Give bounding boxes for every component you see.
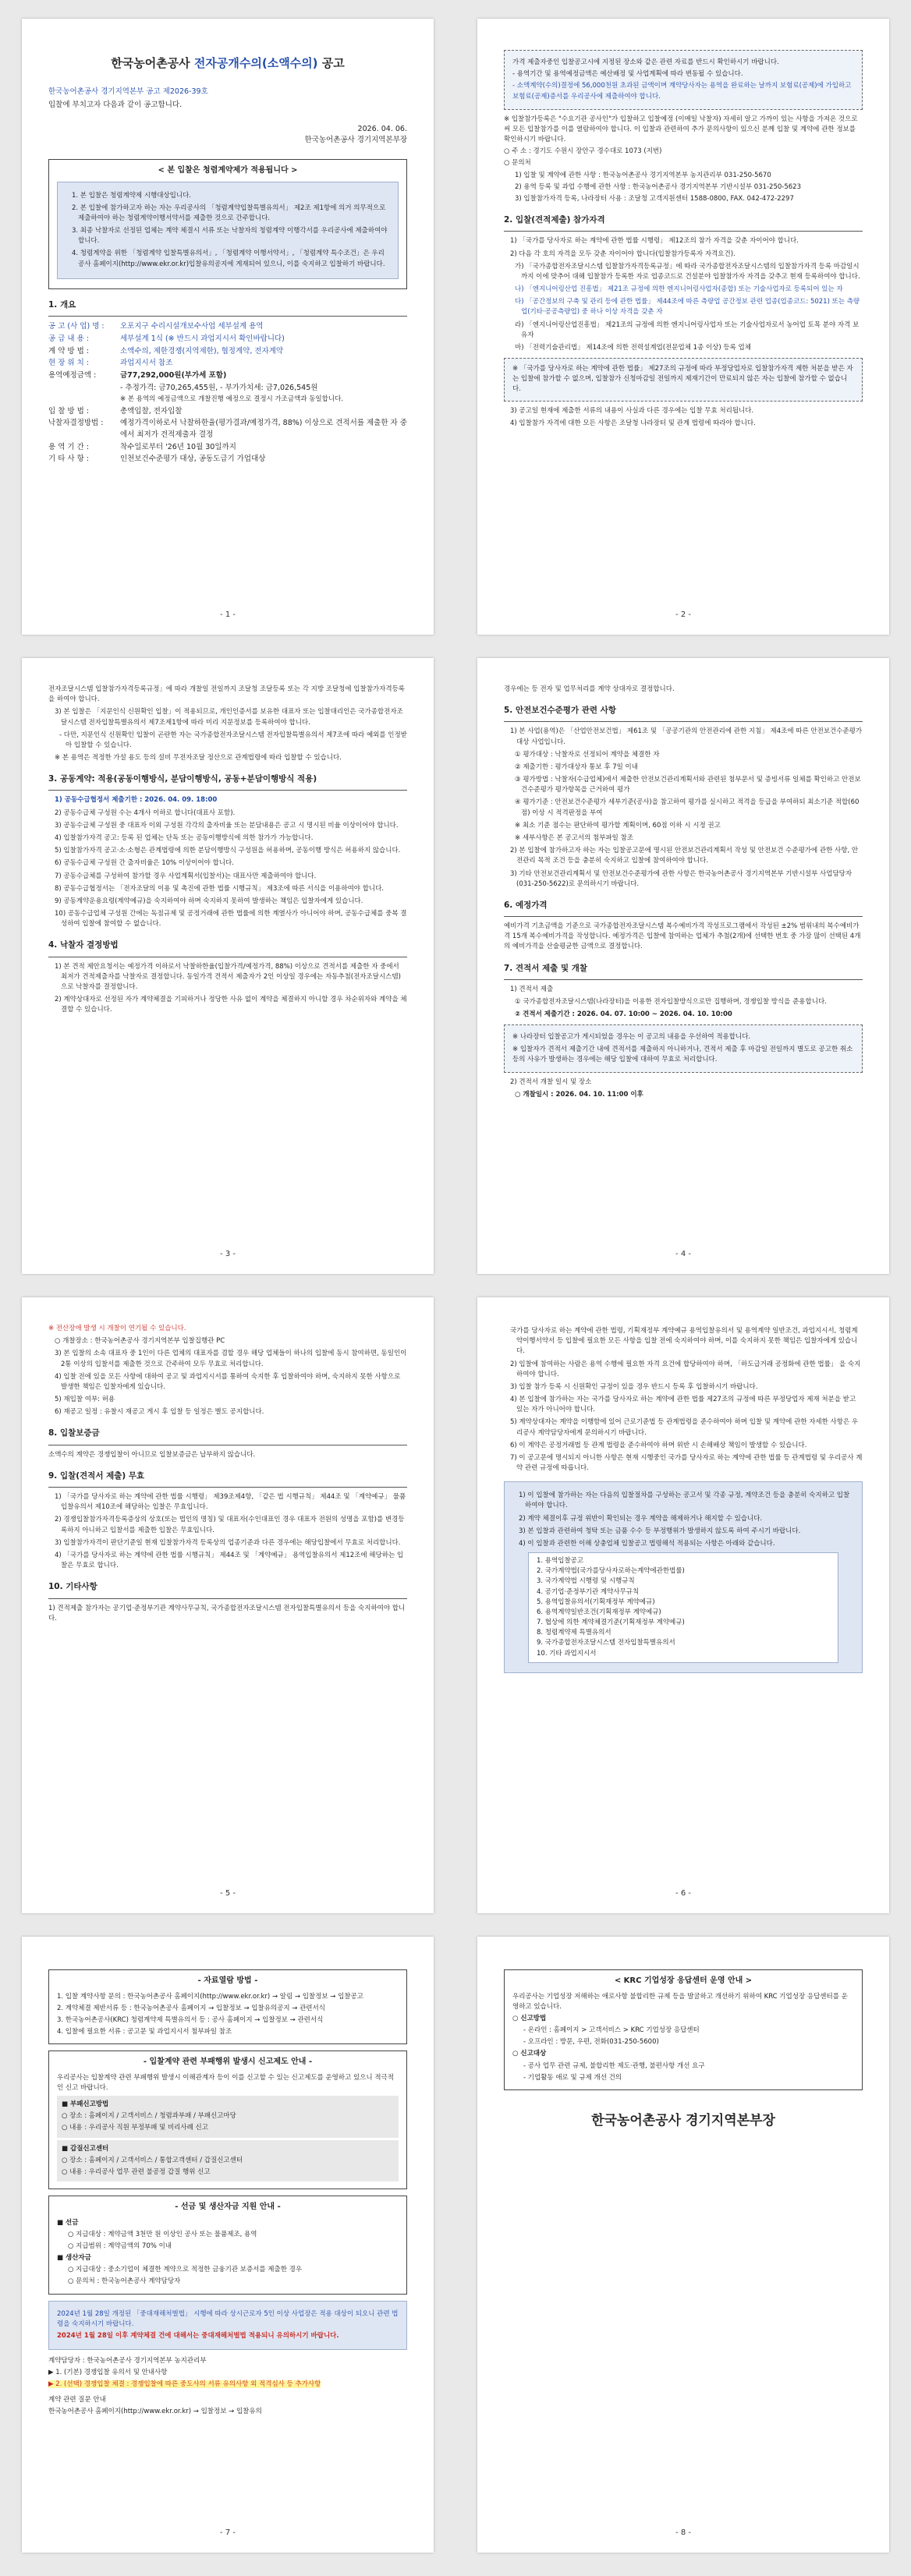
safety-item: 2) 본 입찰에 참가하고자 하는 자는 입찰공고문에 명시된 안전보건관리계획서 작성 및 안전보건 수준평가에 관한 사항, 안전관리 목적 조건 등을 충분히 숙지하고 입찰에 참여하여야 합니다. [510, 847, 859, 865]
contact-line: ○ 문의처 [504, 159, 531, 168]
law-item: 3. 국가계약법 시행령 및 시행규칙 [537, 1577, 635, 1586]
advance-line: ■ 선금 [57, 2218, 79, 2227]
safety-item: ④ 평가기준 : 안전보건수준평가 세부기준(공사)을 참고하여 평가를 실시하고 적격을 등급을 부여하되 최소기준 적합(60점) 이상 시 적격판정을 부여 [515, 798, 860, 817]
overview-value: 예정가격이하로서 낙찰하한율(평가결과/예정가격, 88%) 이상으로 견적서를 제출한 자 중에서 최저가 견적제출자 결정 [120, 419, 407, 440]
krc-center-box [504, 1969, 863, 2090]
krc-line: 우리공사는 기업성장 저해하는 애로사항 불합리한 규제 등을 발굴하고 개선하기 위하여 KRC 기업성장 응답센터를 운영하고 있습니다. [512, 1992, 848, 2011]
section-heading: 7. 견적서 제출 및 개찰 [504, 963, 588, 973]
title-type: 전자공개수의(소액수의) [193, 56, 318, 70]
safety-item: ※ 세부사항은 본 공고서의 첨부파일 참조 [515, 833, 634, 842]
integrity-item: 1. 본 입찰은 청렴계약제 시행대상입니다. [72, 191, 191, 200]
notice-date: 2026. 04. 06. [357, 124, 407, 133]
law-item: 2. 국가계약법(국가를당사자로하는계약에관한법률) [537, 1567, 685, 1576]
warning-text: ※ 전산장애 발생 시 개찰이 연기될 수 있습니다. [48, 1325, 186, 1332]
overview-value: - 추정가격: 금70,265,455원, - 부가가치세: 금7,026,545원 [120, 383, 318, 392]
info-box [48, 1969, 407, 2044]
overview-value: 세부설계 1식 (※ 반드시 과업지시서 확인바랍니다) [120, 334, 285, 343]
safety-item: 1) 본 사업(용역)은 「산업안전보건법」 제61조 및 「공공기관의 안전관리에 관한 지침」 제4조에 따른 안전보건수준평가 대상 사업입니다. [510, 727, 863, 746]
safety-item: 3) 기타 안전보건관리계획서 및 안전보건수준평가에 관한 사항은 한국농어촌공사 경기지역본부 기반시설부 사업담당자(031-250-5622)로 문의하시기 바랍니다. [510, 869, 853, 888]
advance-box-title: - 선금 및 생산자금 지원 안내 - [175, 2203, 281, 2212]
law-item: 1. 용역입찰공고 [537, 1557, 584, 1566]
submission-note: ※ 나라장터 입찰공고가 게시되었을 경우는 이 공고의 내용을 우선하여 적용합니다. [512, 1033, 751, 1042]
page-8 [477, 1937, 889, 2553]
law-notice-box [48, 2301, 407, 2351]
paragraph-item: 3) 본 입찰은 「지문인식 신원확인 입찰」이 적용되므로, 개인인증서를 보유한 대표자 또는 입찰대리인은 국가종합전자조달시스템 전자입찰특별유의서 제7조제1항에 따라 미리 지문정보를 등록하여야 합니다. [55, 708, 403, 727]
advance-line: ○ 지급대상 : 중소기업이 체결한 계약으로 적정한 금융기관 보증서를 제출한 경우 [68, 2266, 303, 2274]
paragraph-item: 3) 본 입찰의 소속 대표자 중 1인이 다른 업체의 대표자를 겸할 경우 해당 업체들이 하나의 입찰에 동시 참여하면, 동일인이 2통 이상의 입찰서를 제출한 것으로 간주하여 모두 무효로 처리합니다. [55, 1350, 407, 1368]
law-notice: 2024년 1월 28일 개정된 「중대재해처벌법」 시행에 따라 상시근로자 5인 이상 사업장은 적용 대상이 되오니 관련 법령을 숙지하시기 바랍니다. [57, 2309, 399, 2328]
integrity-item: 2. 본 입찰에 참가하고자 하는 자는 우리공사의 「청렴계약입찰특별유의서」 제2조 제1항에 의거 의무적으로 제출하여야 하는 청렴계약이행서약서를 제출한 것으로 간주합니다. [72, 203, 386, 222]
joint-item: 10) 공동수급업체 구성원 간에는 독점규제 및 공정거래에 관한 법률에 의한 계열사가 아니어야 하며, 공동수급체를 중복 결성하여 입찰에 참여할 수 없습니다. [55, 910, 407, 929]
notice-box-line: - 소액계약(수의)결정에 56,000천원 초과된 금액이며 계약당사자는 용역을 완료하는 날까지 보험료(공제)에 가입하고 보험료(공제)증서를 우리공사에 제출하여야 합니다. [512, 82, 852, 101]
qualification-item: 가) 「국가종합전자조달시스템 입찰참가자격등록규정」에 따라 국가종합전자조달시스템의 입찰참가자격 등록 마감일시까지 이에 맞추어 대해 입찰참가 등록한 자로 업종코드로 건설분야 입찰참가자 자격을 갖추고 현재 등록하여야 합니다. [515, 262, 860, 281]
corruption-line: ○ 장소 : 홈페이지 / 고객서비스 / 청렴과부패 / 부패신고마당 [62, 2112, 236, 2121]
contact-line: 3) 입찰참가자격 등록, 나라장터 사용 : 조달청 고객지원센터 1588-0800, FAX. 042-472-2297 [515, 194, 794, 203]
joint-item: 7) 공동수급체를 구성하여 참가할 경우 사업계획서(입찰서)는 대표사만 제출하여야 합니다. [55, 872, 317, 880]
section-heading: 1. 개요 [48, 299, 76, 310]
paragraph-item: ○ 개찰장소 : 한국농어촌공사 경기지역본부 입찰집행관 PC [55, 1337, 225, 1346]
overview-value: 오포지구 수리시설개보수사업 세부설계 용역 [120, 322, 264, 331]
law-list [528, 1552, 838, 1663]
invalid-item: 4) 「국가를 당사자로 하는 계약에 관한 법률 시행규칙」 제44조 및 「계약예규」 용역입찰유의서 제12조에 해당하는 입찰은 무효로 합니다. [55, 1551, 404, 1570]
overview-key: 계 약 방 법 : [48, 346, 89, 356]
joint-item: 8) 공동수급협정서는 「전자조달의 이용 및 촉진에 관한 법률 시행규칙」 제3조에 따른 서식을 이용하여야 합니다. [55, 884, 385, 893]
section-heading: 6. 예정가격 [504, 900, 548, 910]
corruption-line: ○ 내용 : 우리공사 업무 관련 불공정 갑질 행위 신고 [62, 2167, 211, 2176]
overview-row [48, 442, 407, 454]
tail-line: ▶ 1. (기본) 경쟁입찰 유의서 및 안내사항 [48, 2369, 168, 2377]
section-heading: 2. 입찰(견적제출) 참가자격 [504, 215, 605, 225]
opening-date: ○ 개찰일시 : 2026. 04. 10. 11:00 이후 [515, 1091, 643, 1099]
page-6 [477, 1297, 889, 1913]
regulation-item: 3) 본 입찰과 관련하여 청탁 또는 금품 수수 등 부정행위가 발생하지 않도록 하여 주시기 바랍니다. [519, 1527, 801, 1535]
paragraph-item: 5) 재입찰 여부: 허용 [55, 1396, 115, 1404]
misc-item: 국가를 당사자로 하는 계약에 관한 법령, 기획재정부 계약예규 용역입찰유의서 및 용역계약 일반조건, 과업지시서, 청렴계약이행서약서 등 입찰에 필요한 모든 사항을 입찰 전에 숙지하여야 하며, 이를 숙지하지 못한 책임은 입찰자에게 있습니다. [510, 1327, 858, 1356]
page-number: - 1 - [220, 610, 236, 619]
page-1 [22, 19, 434, 635]
title-suffix: 공고 [321, 56, 345, 70]
page-number: - 5 - [220, 1888, 236, 1898]
section-heading: 5. 안전보건수준평가 관련 사항 [504, 706, 616, 716]
misc-item: 5) 계약상대자는 계약을 이행함에 있어 근로기준법 등 관계법령을 준수하여야 하며 입찰 및 계약에 관한 자세한 사항은 우리공사 계약담당자에게 문의하시기 바랍니다. [510, 1418, 859, 1437]
tail-line: 한국농어촌공사 홈페이지(http://www.ekr.or.kr) → 입찰정보 → 입찰유의 [48, 2407, 262, 2415]
overview-value: 금77,292,000원(부가세 포함) [120, 370, 227, 380]
submission-list [504, 985, 863, 1021]
overview-key: 기 타 사 항 : [48, 455, 89, 464]
invalid-item: 2) 경쟁입찰참가자격등록증상의 상호(또는 법인의 명칭) 및 대표자(수인대표인 경우 대표자 전원의 성명을 포함)를 변경등록하지 아니하고 입찰서를 제출한 입찰은 무효입니다. [55, 1516, 405, 1534]
overview-row [48, 406, 407, 418]
page-number: - 8 - [675, 2528, 691, 2537]
law-item: 6. 용역계약일반조건(기획재정부 계약예규) [537, 1608, 661, 1616]
integrity-item: 4. 청렴계약을 위한 「청렴계약 입찰특별유의서」, 「청렴계약 이행서약서」, 「청렴계약 특수조건」은 우리공사 홈페이지(http://www.ekr.or.kr)입찰유의공지에 게재되어 있으니, 이를 숙지하고 입찰하기 바랍니다. [72, 249, 385, 268]
safety-item: ※ 최소 기준 점수는 판단하여 평가할 계획이며, 60점 이하 시 시정 권고 [515, 821, 721, 830]
doc-title [48, 55, 407, 73]
integrity-box-title: < 본 입찰은 청렴계약제가 적용됩니다 > [158, 166, 298, 175]
safety-item: ① 평가대상 : 낙찰자로 선정되어 계약을 체결한 자 [515, 750, 660, 759]
contact-tail [48, 2356, 407, 2417]
paragraph-item: ※ 본 용역은 적정한 가설 용도 등의 설비 무전자조달 정산으로 관계법령에 따라 입찰할 수 있습니다. [55, 754, 342, 763]
overview-row [48, 383, 407, 395]
overview-list [48, 321, 407, 465]
joint-item: 4) 입찰참가자격 공고: 등록 된 업체는 단독 또는 공동이행방식에 의한 참가가 가능합니다. [55, 833, 314, 842]
invalid-item: 3) 입찰참가자격이 판단기준일 현재 입찰참가자격 등록상의 업종기준과 다른 경우에는 해당입찰에서 무효로 처리합니다. [55, 1538, 401, 1547]
overview-value: 인천보건수준평가 대상, 공동도급기 가업대상 [120, 455, 266, 464]
joint-contract-list [48, 795, 407, 929]
qualification-item: 2) 다음 각 호의 자격을 모두 갖춘 자이어야 합니다(입찰참가등록자 자격요건). [510, 249, 736, 258]
notice-intro-text: ※ 입찰참가등록은 "수요기관 공사인"가 입찰하고 입찰예정 (이메일 낙찰자) 자세히 알고 가까이 있는 사항을 가져온 것으로써 모든 입찰참가를 이를 열람하여야 합니다. 이 입찰과 관련하여 추가 문의사항이 있으신 분께 입찰 및 계약에 관한 정보를 확인하시기 바랍니다. [504, 115, 858, 144]
regulation-box [504, 1481, 863, 1673]
overview-key: 낙찰자결정방법 : [48, 419, 104, 428]
corruption-line: 우리공사는 입찰계약 관련 부패행위 발생시 이해관계자 등이 이를 신고할 수 있는 신고제도를 운영하고 있으니 적극적인 신고 바랍니다. [57, 2073, 394, 2092]
joint-item: 5) 입찰참가자격 공고·소·소형은 관계법령에 의한 분담이행방식 구성원을 허용하며, 공동이행 방식은 허용하지 않습니다. [55, 847, 401, 855]
page-number: - 3 - [220, 1249, 236, 1258]
tail-line-highlight: ▶ 2. (선택) 경쟁입찰 체결 : 경쟁입찰에 따른 중도사의 서류 유의사항 외 적격심사 등 추가사항 [48, 2380, 321, 2389]
paragraph: 경우에는 등 전자 및 업무처리를 계약 상대자로 결정합니다. [504, 685, 675, 693]
overview-key: 공 급 내 용 : [48, 334, 89, 343]
notice-box [504, 50, 863, 110]
submission-period: ② 견적서 제출기간 : 2026. 04. 07. 10:00 ~ 2026. 04. 10. 10:00 [515, 1010, 732, 1019]
qualification-item: 나) 「엔지니어링산업 진흥법」 제21조 규정에 의한 엔지니어링사업자(종합) 또는 기술사업자로 등록되어 있는 자 [515, 285, 843, 294]
page-number: - 4 - [675, 1249, 691, 1258]
overview-key [48, 395, 120, 405]
award-item: 1) 본 견적 제안요청서는 예정가격 이하로서 낙찰하한율(입찰가격/예정가격, 88%) 이상으로 견적서를 제출한 자 중에서 최저가 견적제출자를 낙찰자로 결정합니다. 동일가격 견적서 제출자가 2인 이상일 경우에는 자동추첨(전자조달시스템)으로 낙찰자를 결정합니다. [55, 962, 401, 991]
award-item: 2) 계약상대자로 선정된 자가 계약체결을 기피하거나 정당한 사유 없이 계약을 체결하지 아니할 경우 차순위자와 계약을 체결할 수 있습니다. [55, 996, 407, 1014]
section-heading: 8. 입찰보증금 [48, 1428, 100, 1438]
paragraph-item: 6) 재공고 일정 : 유찰시 재공고 게시 후 입찰 등 일정은 별도 공지합니다. [55, 1408, 264, 1417]
overview-value: 과업지시서 참조 [120, 359, 173, 368]
law-item: 5. 용역입찰유의서(기획재정부 계약예규) [537, 1598, 655, 1606]
law-item: 10. 기타 과업지시서 [537, 1649, 597, 1658]
contact-line: 2) 용역 등록 및 과업 수행에 관한 사항 : 한국농어촌공사 경기지역본부 기반시설부 031-250-5623 [515, 182, 801, 191]
law-item: 7. 협상에 의한 계약체결기준(기획재정부 계약예규) [537, 1619, 685, 1627]
corruption-line: ■ 갑질신고센터 [62, 2144, 109, 2153]
krc-line: - 기업활동 애로 및 규제 개선 건의 [523, 2073, 622, 2082]
advance-line: ○ 지급대상 : 계약금액 3천만 원 이상인 공사 또는 물품제조, 용역 [68, 2230, 257, 2238]
misc-item: 2) 입찰에 참여하는 사람은 용역 수행에 필요한 자격 요건에 합당하여야 하며, 「하도급거래 공정화에 관한 법률」 을 숙지하여야 합니다. [510, 1360, 861, 1378]
title-org: 한국농어촌공사 [111, 56, 190, 70]
overview-key: 공 고 (사 업) 명 : [48, 322, 105, 331]
submission-item: ① 국가종합전자조달시스템(나라장터)을 이용한 전자입찰방식으로만 집행하며, 경쟁입찰 방식을 준용합니다. [515, 998, 827, 1007]
safety-item: ③ 평가방법 : 낙찰자(수급업체)에서 제출한 안전보건관리계획서와 관련된 첨부문서 및 증빙서류 일체를 확인하고 안전보건수준평가 평가항목을 근거하여 평가 [515, 776, 861, 794]
overview-row [48, 358, 407, 370]
safety-list [504, 727, 863, 889]
law-item: 8. 청렴계약제 특별유의서 [537, 1629, 611, 1637]
corruption-box-title: - 입찰계약 관련 부패행위 발생시 신고제도 안내 - [143, 2058, 313, 2067]
law-notice-warning: 2024년 1월 28일 이후 계약체결 건에 대해서는 중대재해처벌법 적용되니 유의하시기 바랍니다. [57, 2331, 339, 2340]
overview-row [48, 370, 407, 382]
joint-item: 2) 공동수급체 구성원 수는 4개사 이하로 합니다(대표사 포함). [55, 809, 236, 817]
misc-item: 4) 본 입찰에 참가하는 자는 국가를 당사자로 하는 계약에 관한 법률 제27조의 규정에 따른 부정당업자 제재 처분을 받고 있는 자가 아니어야 합니다. [510, 1396, 856, 1414]
submission-note: ※ 입찰자가 견적서 제출기간 내에 견적서를 제출하지 아니하거나, 견적서 제출 후 마감일 전일까지 별도로 공고한 취소 등의 사유가 발생하는 경우에는 해당 입찰에 대하여 무효로 처리합니다. [512, 1045, 853, 1063]
advance-line: ○ 문의처 : 한국농어촌공사 계약담당자 [68, 2277, 181, 2286]
corruption-line: ■ 부패신고방법 [62, 2100, 109, 2109]
overview-key: 입 찰 방 법 : [48, 406, 89, 416]
paragraph: 예비가격 기초금액을 기준으로 국가종합전자조달시스템 복수예비가격 작성프로그램에서 작성된 ±2% 범위내의 복수예비가격 15개 복수예비가격을 작성합니다. 예정가격은 입찰에 참여하는 업체가 추첨(2개)에 선택한 번호 중 가장 많이 선택된 4개의 예비가격을 산술평균한 금액으로 결정합니다. [504, 922, 861, 951]
law-item: 9. 국가종합전자조달시스템 전자입찰특별유의서 [537, 1639, 675, 1647]
notice-signer: 한국농어촌공사 경기지역본부장 [304, 136, 407, 145]
info-box-title: - 자료열람 방법 - [197, 1976, 258, 1985]
page-3 [22, 658, 434, 1274]
krc-line: ○ 신고방법 [512, 2014, 547, 2022]
invalid-bid-list [48, 1492, 407, 1571]
overview-row [48, 418, 407, 441]
section-heading: 9. 입찰(견적서 제출) 무효 [48, 1470, 145, 1481]
krc-line: - 공사 업무 관련 규제, 불합리한 제도·관행, 불편사항 개선 요구 [523, 2061, 705, 2070]
submission-item: 1) 견적서 제출 [510, 985, 554, 993]
advance-payment-box [48, 2196, 407, 2295]
integrity-item: 3. 최종 낙찰자로 선정된 업체는 계약 체결시 서류 또는 낙찰자의 청렴계약 이행각서를 우리공사에 제출하여야 합니다. [72, 227, 388, 246]
qualification-item: 1) 「국가를 당사자로 하는 계약에 관한 법률 시행령」 제12조의 참가 자격을 갖춘 자이어야 합니다. [510, 237, 799, 246]
paragraph: 전자조달시스템 입찰참가자격등록규정」에 따라 개찰일 전일까지 조달청 조달등록 또는 각 지방 조달청에 입찰참가자격등록을 하여야 합니다. [48, 685, 405, 704]
qualification-item: 다) 「공간정보의 구축 및 관리 등에 관한 법률」 제44조에 따른 측량업 공간정보 관련 업종(업종코드: 5021) 또는 측량업(기타·공공측량업) 중 하나 이상 자격을 갖춘 자 [515, 298, 860, 317]
safety-item: ② 제출기한 : 평가대상자 통보 후 7일 이내 [515, 763, 638, 771]
page-number: - 6 - [675, 1888, 691, 1898]
regulation-item: 2) 계약 체결이후 규정 위반이 확인되는 경우 계약을 해제하거나 해지할 수 있습니다. [519, 1514, 763, 1523]
contact-list [504, 147, 863, 204]
qualification-item: 4) 입찰참가 자격에 대한 모든 사항은 조달청 나라장터 및 관계 법령에 따라야 합니다. [510, 419, 756, 427]
page-4 [477, 658, 889, 1274]
overview-value: 착수일로부터 '26년 10월 30일까지 [120, 442, 236, 451]
notice-box-line: 가격 제출자중인 입찰공고시에 지정된 장소와 같은 관련 자료를 반드시 확인하시기 바랍니다. [512, 58, 779, 66]
restriction-note: ※ 「국가를 당사자로 하는 계약에 관한 법률」 제27조의 규정에 따라 부정당업자로 입찰참가자격 제한 처분을 받은 자는 입찰에 참가할 수 없으며, 입찰참가 신청마감일 전일까지 제재기간이 만료되지 않은 자는 입찰에 참가할 수 없습니다. [504, 358, 863, 402]
section-heading: 10. 기타사항 [48, 1582, 97, 1592]
contact-line: ○ 주 소 : 경기도 수원시 장안구 경수대로 1073 (지번) [504, 147, 662, 156]
misc-item: 6) 이 계약은 공정거래법 등 관계 법령을 준수하여야 하며 위반 시 손해배상 책임이 발생할 수 있습니다. [510, 1441, 807, 1449]
integrity-box [48, 159, 407, 289]
overview-row [48, 395, 407, 405]
overview-key [48, 383, 120, 395]
misc-list [504, 1326, 863, 1474]
paragraph-item: - 다만, 지문인식 신원확인 입찰이 곤란한 자는 국가종합전자조달시스템 전자입찰특별유의서 제7조에 따라 예외를 인정받아 입찰할 수 있습니다. [59, 731, 407, 749]
integrity-box-body [57, 182, 399, 279]
invalid-item: 1) 「국가를 당사자로 하는 계약에 관한 법률 시행령」 제39조제4항, 「같은 법 시행규칙」 제44조 및 「계약예규」 물품입찰유의서 제10조에 해당하는 입찰은 무효입니다. [55, 1493, 406, 1512]
contact-line: 1) 입찰 및 계약에 관한 사항 : 한국농어촌공사 경기지역본부 농지관리부 031-250-5670 [515, 171, 771, 179]
page-number: - 7 - [220, 2528, 236, 2537]
regulation-item: 1) 이 입찰에 참가하는 자는 다음의 입찰절차를 구성하는 공고서 및 각종 규정, 계약조건 등을 충분히 숙지하고 입찰하여야 합니다. [519, 1491, 850, 1510]
paragraph-item: 4) 입찰 전에 있을 모든 사항에 대하여 공고 및 과업지시서를 통하여 숙지한 후 입찰하여야 하며, 숙지하지 못한 사항으로 발생한 책임은 입찰자에게 있습니다. [55, 1372, 401, 1391]
award-method-list [48, 962, 407, 1016]
page-number: - 2 - [675, 610, 691, 619]
corruption-report-box [48, 2051, 407, 2189]
paragraph: 1) 견적제출 참가자는 공기업·준정부기관 계약사무규칙, 국가종합전자조달시스템 전자입찰특별유의서 등을 숙지하여야 합니다. [48, 1604, 406, 1622]
page-2 [477, 19, 889, 635]
regulation-item: 4) 이 입찰과 관련한 이해 상충업체 입찰공고 법령해석 적용되는 사항은 아래와 같습니다. [519, 1539, 775, 1548]
overview-row [48, 334, 407, 345]
krc-line: ○ 신고대상 [512, 2050, 547, 2058]
law-item: 4. 공기업·준정부기관 계약사무규칙 [537, 1587, 640, 1596]
joint-item: 9) 공동계약운용요령(계약예규)을 숙지하여야 하며 숙지하지 못하여 발생하는 책임은 입찰자에게 있습니다. [55, 897, 363, 905]
joint-item: 6) 공동수급체 구성원 간 출자비율은 10% 이상이어야 합니다. [55, 859, 234, 868]
misc-item: 7) 이 공고문에 명시되지 아니한 사항은 현재 시행중인 국가를 당사자로 하는 계약에 관한 법률 등 관계법령 및 우리공사 계약 관련 규정에 따릅니다. [510, 1453, 863, 1473]
submission-note-box [504, 1024, 863, 1073]
info-line: 1. 입찰 계약사항 문의 : 한국농어촌공사 홈페이지(http://www.ekr.or.kr) → 알림 → 입찰정보 → 입찰공고 [57, 1992, 363, 2001]
paragraph: 소액수의 계약은 경쟁입찰이 아니므로 입찰보증금은 납부하지 않습니다. [48, 1450, 256, 1459]
page-7 [22, 1937, 434, 2553]
notice-box-line: - 용역기간 및 용역예정금액은 예산배정 및 사업계획에 따라 변동될 수 있습니다. [512, 70, 743, 79]
page-5 [22, 1297, 434, 1913]
corruption-line: ○ 내용 : 우리공사 직원 부정부패 및 비리사례 신고 [62, 2124, 208, 2132]
krc-line: - 온라인 : 홈페이지 > 고객서비스 > KRC 기업성장 응답센터 [523, 2026, 700, 2035]
krc-line: - 오프라인 : 방문, 우편, 전화(031-250-5600) [523, 2038, 659, 2047]
qualification-list [504, 236, 863, 353]
submission-item: 2) 견적서 개찰 일시 및 장소 [510, 1077, 592, 1086]
qualification-item: 마) 「전력기술관리법」 제14조에 의한 전력설계업(전문업체 1종 이상) 등록 업체 [515, 343, 751, 352]
overview-key: 용 역 기 간 : [48, 442, 89, 451]
qualification-item: 3) 공고일 현재에 제출한 서류의 내용이 사실과 다른 경우에는 입찰 무효 처리됩니다. [510, 406, 754, 415]
corruption-line: ○ 장소 : 홈페이지 / 고객서비스 / 통합고객센터 / 갑질신고센터 [62, 2156, 243, 2164]
qualification-item: 라) 「엔지니어링산업진흥법」 제21조의 규정에 의한 엔지니어링사업자 또는 기술사업자로서 농어업 토목 분야 자격 보유자 [515, 320, 860, 339]
info-line: 3. 한국농어촌공사(KRC) 청렴계약제 특별유의서 등 : 공사 홈페이지 → 입찰정보 → 관련서식 [57, 2015, 324, 2024]
notice-intro: 입찰에 부치고자 다음과 같이 공고합니다. [48, 100, 183, 109]
info-line: 2. 계약체결 제반서류 등 : 한국농어촌공사 홈페이지 → 입찰정보 → 입찰유의공지 → 관련서식 [57, 2004, 325, 2012]
misc-item: 3) 입찰 참가 등록 시 신원확인 규정이 있을 경우 반드시 등록 후 입찰하시기 바랍니다. [510, 1382, 758, 1391]
joint-item: 3) 공동수급체 구성원 중 대표자 이외 구성원 각각의 출자비율 또는 분담내용은 공고 시 명시된 비율 이상이어야 합니다. [55, 821, 399, 830]
section-heading: 4. 낙찰자 결정방법 [48, 940, 119, 950]
joint-item: 1) 공동수급협정서 제출기한 : 2026. 04. 09. 18:00 [55, 796, 218, 805]
tail-line: 계약 관련 질문 안내 [48, 2395, 106, 2404]
overview-row [48, 346, 407, 358]
advance-line: ○ 지급범위 : 계약금액의 70% 이내 [68, 2242, 172, 2250]
krc-box-title: < KRC 기업성장 응답센터 운영 안내 > [614, 1976, 753, 1985]
overview-value: 총액입찰, 전자입찰 [120, 406, 183, 416]
issuing-organization: 한국농어촌공사 경기지역본부장 [591, 2112, 775, 2128]
overview-row [48, 321, 407, 333]
overview-value: ※ 본 용역의 예정금액으로 개찰진행 예정으로 결정시 가조금액과 동일합니다. [120, 395, 343, 404]
section-heading: 3. 공동계약: 적용(공동이행방식, 분담이행방식, 공동+분담이행방식 적용) [48, 774, 317, 784]
overview-key: 현 장 위 치 : [48, 359, 89, 368]
overview-key: 용역예정금액 : [48, 370, 97, 380]
overview-row [48, 454, 407, 465]
tail-line: 계약담당자 : 한국농어촌공사 경기지역본부 농지관리부 [48, 2357, 207, 2365]
advance-line: ■ 생산자금 [57, 2254, 91, 2263]
overview-value: 소액수의, 제한경쟁(지역제한), 협정계약, 전자계약 [120, 346, 284, 356]
info-line: 4. 입찰에 필요한 서류 : 공고문 및 과업지시서 첨부파일 참조 [57, 2028, 232, 2036]
notice-number: 한국농어촌공사 경기지역본부 공고 제2026-39호 [48, 87, 208, 97]
